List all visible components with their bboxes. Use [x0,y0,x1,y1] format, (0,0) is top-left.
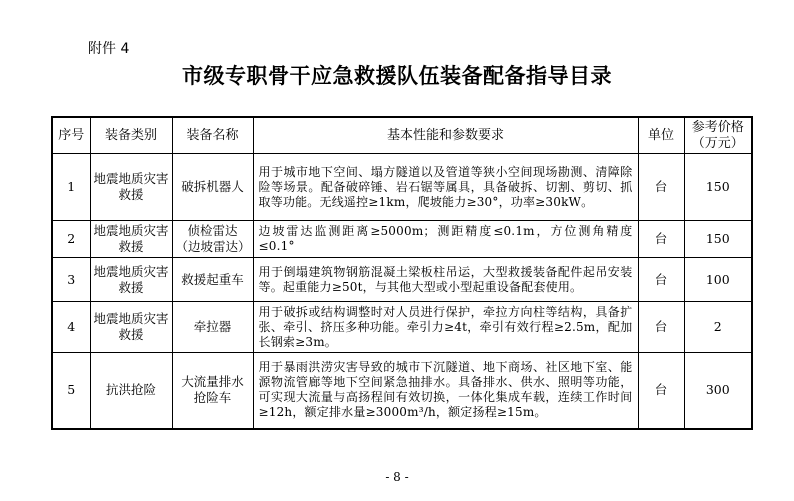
row-unit: 台 [638,154,684,221]
row-category: 地震地质灾害救援 [90,302,172,353]
row-price: 2 [684,302,752,353]
header-serial-number: 序号 [52,117,90,154]
row-price: 300 [684,353,752,429]
row-price: 150 [684,221,752,258]
row-equipment-name: 救援起重车 [172,258,253,302]
row-requirements: 边坡雷达监测距离≥5000m；测距精度≤0.1m，方位测角精度≤0.1° [253,221,638,258]
header-equipment-name: 装备名称 [172,117,253,154]
row-equipment-name: 破拆机器人 [172,154,253,221]
page-number: - 8 - [385,470,409,484]
row-requirements: 用于城市地下空间、塌方隧道以及管道等狭小空间现场勘测、清障除险等场景。配备破碎锤、岩石锯等属具，具备破拆、切割、剪切、抓取等功能。无线遥控≥1km，爬坡能力≥30°，功率≥30kW。 [253,154,638,221]
table-row [52,302,752,353]
row-price: 100 [684,258,752,302]
row-requirements: 用于暴雨洪涝灾害导致的城市下沉隧道、地下商场、社区地下室、能源物流管廊等地下空间紧急抽排水。具备排水、供水、照明等功能，可实现大流量与高扬程间有效切换，一体化集成车载，连续工作时间≥12h，额定排水量≥3000m³/h，额定扬程≥15m。 [253,353,638,429]
header-category: 装备类别 [90,117,172,154]
attachment-label: 附件 4 [88,41,130,57]
table-row [52,154,752,221]
header-requirements: 基本性能和参数要求 [253,117,638,154]
row-price: 150 [684,154,752,221]
row-number: 4 [52,302,90,353]
row-unit: 台 [638,302,684,353]
row-category: 地震地质灾害救援 [90,221,172,258]
row-unit: 台 [638,258,684,302]
row-unit: 台 [638,221,684,258]
row-equipment-name: 大流量排水抢险车 [172,353,253,429]
row-requirements: 用于倒塌建筑物钢筋混凝土梁板柱吊运，大型救援装备配件起吊安装等。起重能力≥50t，与其他大型或小型起重设备配套使用。 [253,258,638,302]
table-row [52,258,752,302]
row-equipment-name: 牵拉器 [172,302,253,353]
row-unit: 台 [638,353,684,429]
table-row [52,221,752,258]
row-category: 地震地质灾害救援 [90,154,172,221]
header-unit: 单位 [638,117,684,154]
row-requirements: 用于破拆或结构调整时对人员进行保护，牵拉方向柱等结构，具备扩张、牵引、挤压多种功能。牵引力≥4t，牵引有效行程≥2.5m，配加长钢索≥3m。 [253,302,638,353]
table-row [52,353,752,429]
row-number: 5 [52,353,90,429]
row-number: 3 [52,258,90,302]
document-title: 市级专职骨干应急救援队伍装备配备指导目录 [182,64,612,88]
row-category: 地震地质灾害救援 [90,258,172,302]
table-header-row [52,117,752,154]
row-equipment-name: 侦检雷达（边坡雷达） [172,221,253,258]
equipment-catalog-table [51,116,753,430]
row-number: 2 [52,221,90,258]
header-reference-price: 参考价格（万元） [684,117,752,154]
row-number: 1 [52,154,90,221]
row-category: 抗洪抢险 [90,353,172,429]
